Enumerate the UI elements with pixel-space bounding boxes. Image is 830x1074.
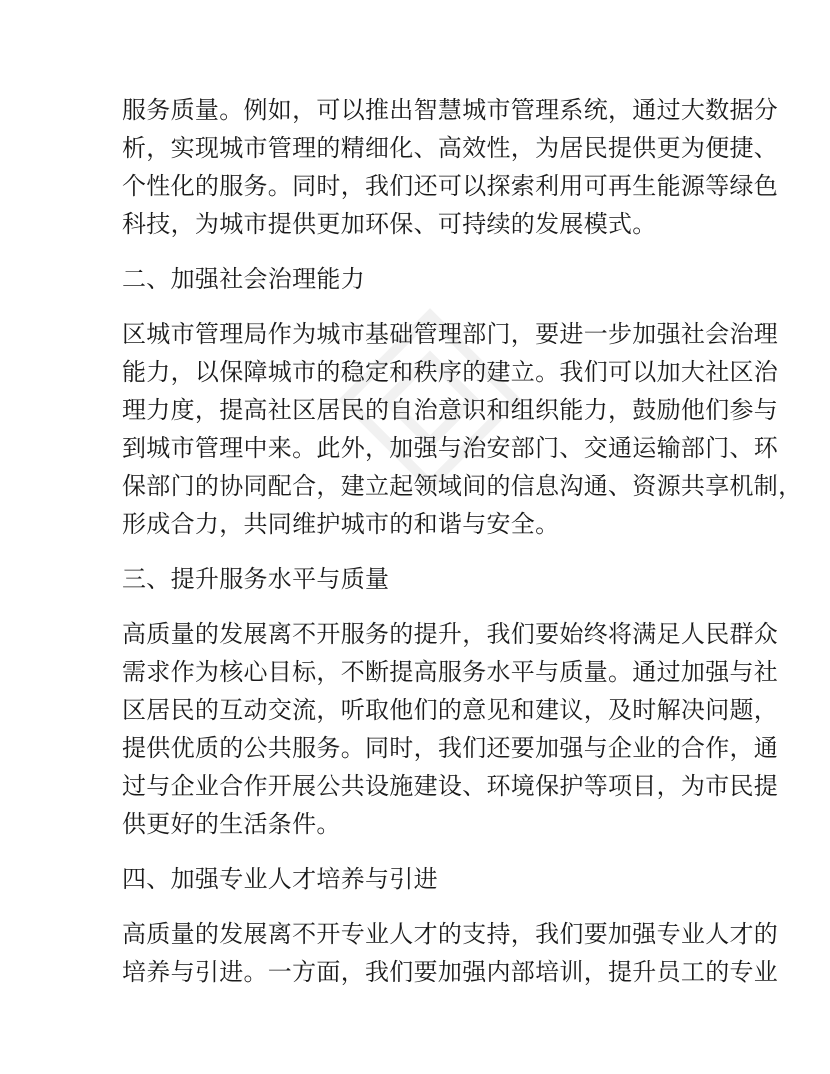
paragraph-line: 过与企业合作开展公共设施建设、环境保护等项目，为市民提: [122, 772, 779, 800]
paragraph-line: 供更好的生活条件。: [122, 810, 341, 838]
section-heading: 二、加强社会治理能力: [122, 265, 365, 293]
paragraph-line: 到城市管理中来。此外，加强与治安部门、交通运输部门、环: [122, 434, 779, 462]
paragraph-line: 高质量的发展离不开专业人才的支持，我们要加强专业人才的: [122, 920, 779, 948]
paragraph-line: 需求作为核心目标，不断提高服务水平与质量。通过加强与社: [122, 658, 779, 686]
section-heading: 四、加强专业人才培养与引进: [122, 865, 438, 893]
section-heading: 三、提升服务水平与质量: [122, 565, 390, 593]
paragraph-line: 形成合力，共同维护城市的和谐与安全。: [122, 510, 560, 538]
paragraph-line: 保部门的协同配合，建立起领域间的信息沟通、资源共享机制，: [122, 472, 803, 500]
paragraph-line: 析，实现城市管理的精细化、高效性，为居民提供更为便捷、: [122, 134, 779, 162]
paragraph-line: 理力度，提高社区居民的自治意识和组织能力，鼓励他们参与: [122, 396, 779, 424]
paragraph-line: 服务质量。例如，可以推出智慧城市管理系统，通过大数据分: [122, 96, 779, 124]
paragraph-line: 能力，以保障城市的稳定和秩序的建立。我们可以加大社区治: [122, 358, 779, 386]
paragraph-line: 区城市管理局作为城市基础管理部门，要进一步加强社会治理: [122, 320, 779, 348]
paragraph-line: 高质量的发展离不开服务的提升，我们要始终将满足人民群众: [122, 620, 779, 648]
paragraph-line: 个性化的服务。同时，我们还可以探索利用可再生能源等绿色: [122, 172, 779, 200]
paragraph-line: 培养与引进。一方面，我们要加强内部培训，提升员工的专业: [122, 958, 779, 986]
paragraph-line: 科技，为城市提供更加环保、可持续的发展模式。: [122, 210, 657, 238]
paragraph-line: 区居民的互动交流，听取他们的意见和建议，及时解决问题，: [122, 696, 779, 724]
paragraph-line: 提供优质的公共服务。同时，我们还要加强与企业的合作，通: [122, 734, 779, 762]
